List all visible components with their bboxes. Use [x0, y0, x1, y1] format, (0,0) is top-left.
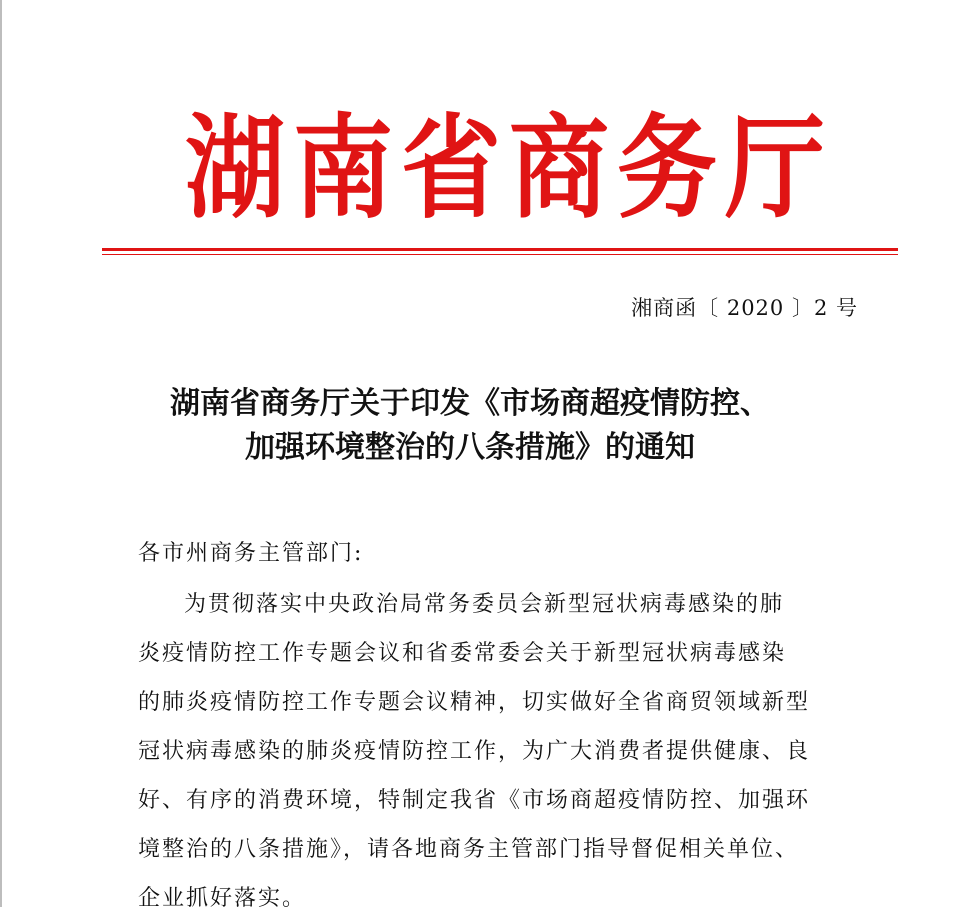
masthead-char: 厅 [725, 102, 825, 234]
body-line: 冠状病毒感染的肺炎疫情防控工作，为广大消费者提供健康、良 [138, 739, 811, 764]
document-title [80, 382, 860, 470]
body-line: 炎疫情防控工作专题会议和省委常委会关于新型冠状病毒感染 [138, 641, 787, 666]
body-line: 境整治的八条措施》，请各地商务主管部门指导督促相关单位、 [138, 837, 800, 862]
body-line: 的肺炎疫情防控工作专题会议精神，切实做好全省商贸领域新型 [138, 690, 811, 715]
red-divider-thin [102, 254, 898, 255]
page-edge [0, 0, 2, 907]
masthead-char: 湖 [185, 102, 285, 234]
salutation: 各市州商务主管部门: [138, 541, 364, 566]
masthead-char: 省 [401, 102, 501, 234]
body-line: 企业抓好落实。 [138, 886, 307, 911]
document-number: 湘商函〔 2020 〕2 号 [631, 296, 858, 320]
masthead-char: 务 [617, 102, 717, 234]
body-line: 好、有序的消费环境，特制定我省《市场商超疫情防控、加强环 [138, 788, 811, 813]
agency-masthead [185, 102, 825, 234]
body-line: 为贯彻落实中央政治局常务委员会新型冠状病毒感染的肺 [184, 592, 785, 617]
masthead-char: 商 [509, 102, 609, 234]
red-divider-thick [102, 248, 898, 251]
body-paragraph [138, 580, 858, 923]
title-line: 湖南省商务厅关于印发《市场商超疫情防控、 [170, 386, 770, 421]
masthead-char: 南 [293, 102, 393, 234]
title-line: 加强环境整治的八条措施》的通知 [245, 430, 695, 465]
